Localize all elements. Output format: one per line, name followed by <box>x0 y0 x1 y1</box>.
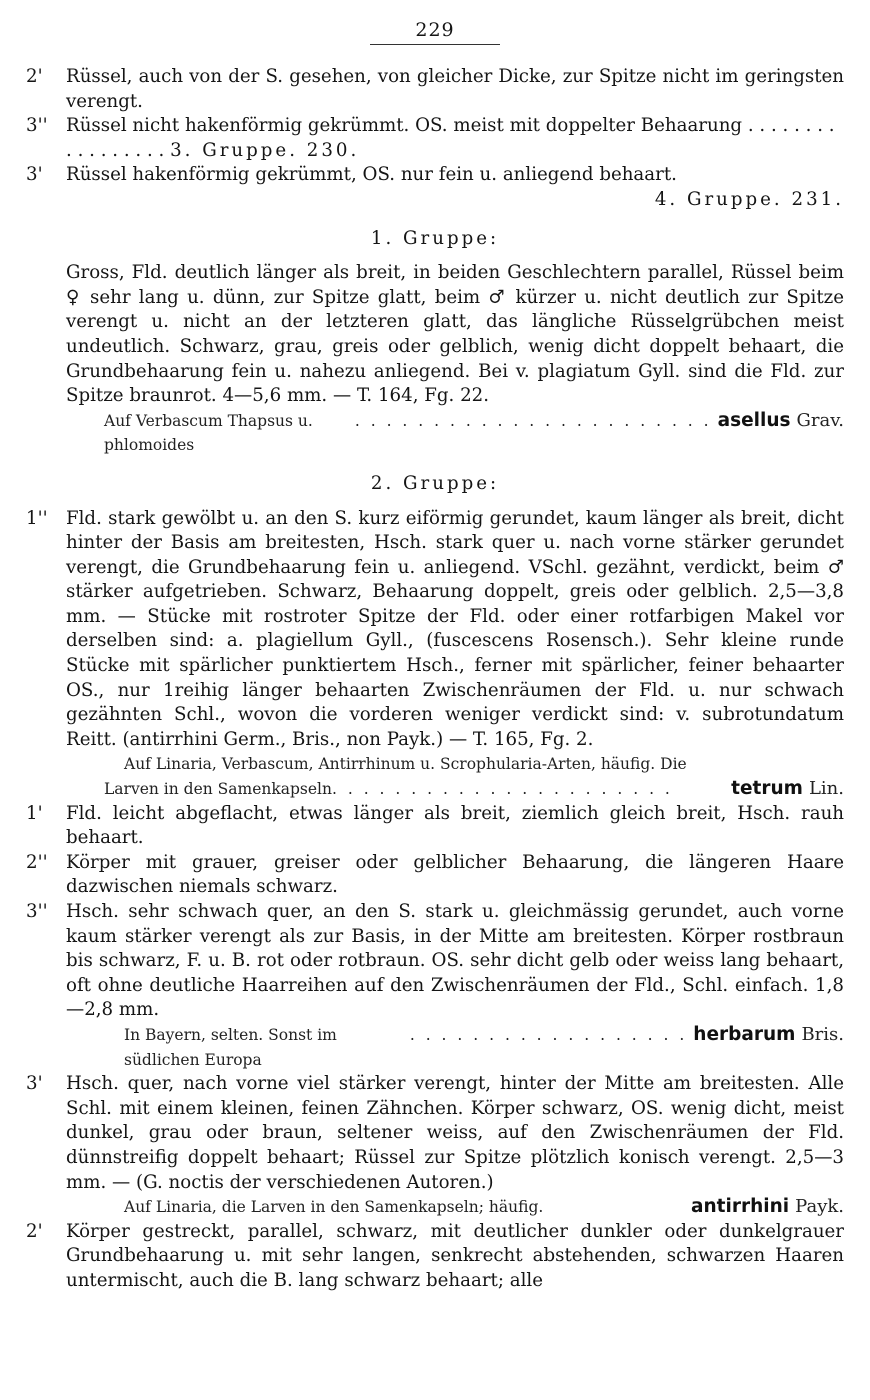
couplet-mark: 3' <box>26 164 43 186</box>
couplet-mark: 3'' <box>26 901 48 922</box>
key-entry <box>26 163 844 212</box>
host-plant-text: In Bayern, selten. Sonst im südlichen Europa <box>124 1025 337 1069</box>
species-name: asellus <box>717 409 791 431</box>
species-author: Lin. <box>808 778 844 800</box>
couplet-text-main: Rüssel hakenförmig gekrümmt, OS. nur fein u. anliegend behaart. <box>66 164 677 186</box>
couplet-text: Rüssel, auch von der S. gesehen, von gleicher Dicke, zur Spitze nicht im geringsten verengt. <box>66 66 844 112</box>
host-plant-line <box>124 752 844 777</box>
host-plant-text: Larven in den Samenkapseln <box>104 780 332 799</box>
key-entry <box>26 900 844 1023</box>
couplet-text <box>66 163 844 212</box>
key-entry <box>26 802 844 851</box>
couplet-mark: 2'' <box>26 851 48 873</box>
header-rule <box>370 44 500 45</box>
species-name: tetrum <box>731 778 803 800</box>
host-plant-line <box>124 1023 844 1072</box>
host-plant-text: Auf Verbascum Thapsus u. phlomoides <box>104 411 313 455</box>
key-entry <box>26 65 844 114</box>
leader-dots: . . . . . . . . . . . . . . . . . <box>66 115 835 161</box>
species-author: Grav. <box>796 409 844 431</box>
couplet-mark: 2' <box>26 1220 43 1242</box>
group-reference: 4. Gruppe. 231. <box>654 188 844 210</box>
couplet-text-main: Rüssel nicht hakenförmig gekrümmt. OS. meist mit doppelter Behaarung <box>66 115 743 137</box>
couplet-mark: 2' <box>26 66 43 87</box>
couplet-mark: 1' <box>26 802 43 824</box>
couplet-text: Fld. stark gewölbt u. an den S. kurz eiförmig gerundet, kaum länger als breit, dicht hinter der Basis am breitesten, Hsch. stark quer u. nach vorne stärker gerundet verengt, die Grundbehaarung fein u. anliegend. VSchl. gezähnt, verdickt, beim ♂ stärker aufgetrieben. Schwarz, Behaarung doppelt, greis oder gelblich. 2,5—3,8 mm. — Stücke mit rostroter Spitze der Fld. oder einer rotfarbigen Makel vor derselben sind: a. plagiellum Gyll., (fuscescens Rosensch.). Sehr kleine runde Stücke mit spärlicher punktiertem Hsch., ferner mit spärlicher, feiner behaarter OS., nur 1reihig länger behaarten Zwischenräumen der Fld. u. nur schwach gezähnten Schl., wovon die vorderen weniger verdickt sind: v. subrotundatum Reitt. (antirrhini Germ., Bris., non Payk.) — T. 165, Fg. 2. <box>66 507 844 750</box>
leader-dots: . . . . . . . . . . . . . . . . . . . . . . . <box>354 411 712 430</box>
key-entry <box>26 851 844 900</box>
couplet-text <box>66 114 844 163</box>
group-reference: 3. Gruppe. 230. <box>170 139 360 161</box>
key-entry <box>26 114 844 163</box>
couplet-mark: 1'' <box>26 507 48 529</box>
key-entry <box>26 1072 844 1195</box>
leader-dots: . . . . . . . . . . . . . . . . . . . . . . <box>332 780 673 799</box>
key-entry <box>26 1220 844 1294</box>
key-entry <box>26 507 844 753</box>
leader-dots: . . . . . . . . . . . . . . . . . . <box>409 1025 688 1044</box>
host-plant-text: Auf Linaria, Verbascum, Antirrhinum u. Scrophularia-Arten, häufig. Die <box>124 755 687 774</box>
host-plant-line <box>104 777 844 802</box>
couplet-mark: 3' <box>26 1073 43 1095</box>
species-author: Payk. <box>795 1196 844 1218</box>
species-author: Bris. <box>801 1023 844 1045</box>
species-name: antirrhini <box>691 1196 790 1218</box>
group-heading: 1. Gruppe: <box>370 227 500 249</box>
group-description: Gross, Fld. deutlich länger als breit, in beiden Geschlechtern parallel, Rüssel beim ♀ sehr lang u. dünn, zur Spitze glatt, beim ♂ kürzer u. nicht deutlich zur Spitze verengt u. nicht an der letzteren glatt, das längliche Rüsselgrübchen meist undeutlich. Schwarz, grau, greis oder gelblich, wenig dicht doppelt behaart, die Grundbehaarung fein u. nahezu anliegend. Bei v. plagiatum Gyll. sind die Fld. zur Spitze braunrot. 4—5,6 mm. — T. 164, Fg. 22. <box>66 262 844 407</box>
host-plant-text: Auf Linaria, die Larven in den Samenkapseln; häufig. <box>124 1198 544 1217</box>
species-name: herbarum <box>693 1023 796 1045</box>
couplet-text: Körper mit grauer, greiser oder gelblicher Behaarung, die längeren Haare dazwischen niemals schwarz. <box>66 851 844 898</box>
group-heading: 2. Gruppe: <box>370 472 500 494</box>
couplet-text: Fld. leicht abgeflacht, etwas länger als breit, ziemlich gleich breit, Hsch. rauh behaart. <box>66 802 844 849</box>
host-plant-line <box>104 409 844 458</box>
couplet-text: Hsch. quer, nach vorne viel stärker verengt, hinter der Mitte am breitesten. Alle Schl. mit einem kleinen, feinen Zähnchen. Körper schwarz, OS. wenig dicht, meist dunkel, grau oder braun, seltener weiss, auf den Zwischenräumen der Fld. dünnstreifig doppelt behaart; Rüssel zur Spitze plötzlich konisch verengt. 2,5—3 mm. — (G. noctis der verschiedenen Autoren.) <box>66 1073 844 1193</box>
couplet-text: Körper gestreckt, parallel, schwarz, mit deutlicher dunkler oder dunkelgrauer Grundbehaarung u. mit sehr langen, senkrecht abstehenden, schwarzen Haaren untermischt, auch die B. lang schwarz behaart; alle <box>66 1220 844 1291</box>
couplet-text: Hsch. sehr schwach quer, an den S. stark u. gleichmässig gerundet, auch vorne kaum stärker verengt als zur Basis, in der Mitte am breitesten. Körper rostbraun bis schwarz, F. u. B. rot oder rotbraun. OS. sehr dicht gelb oder weiss lang behaart, oft ohne deutliche Haarreihen auf den Zwischenräumen der Fld., Schl. einfach. 1,8—2,8 mm. <box>66 901 844 1021</box>
page-number: 229 <box>415 19 455 41</box>
couplet-mark: 3'' <box>26 115 48 137</box>
host-plant-line <box>124 1195 844 1220</box>
